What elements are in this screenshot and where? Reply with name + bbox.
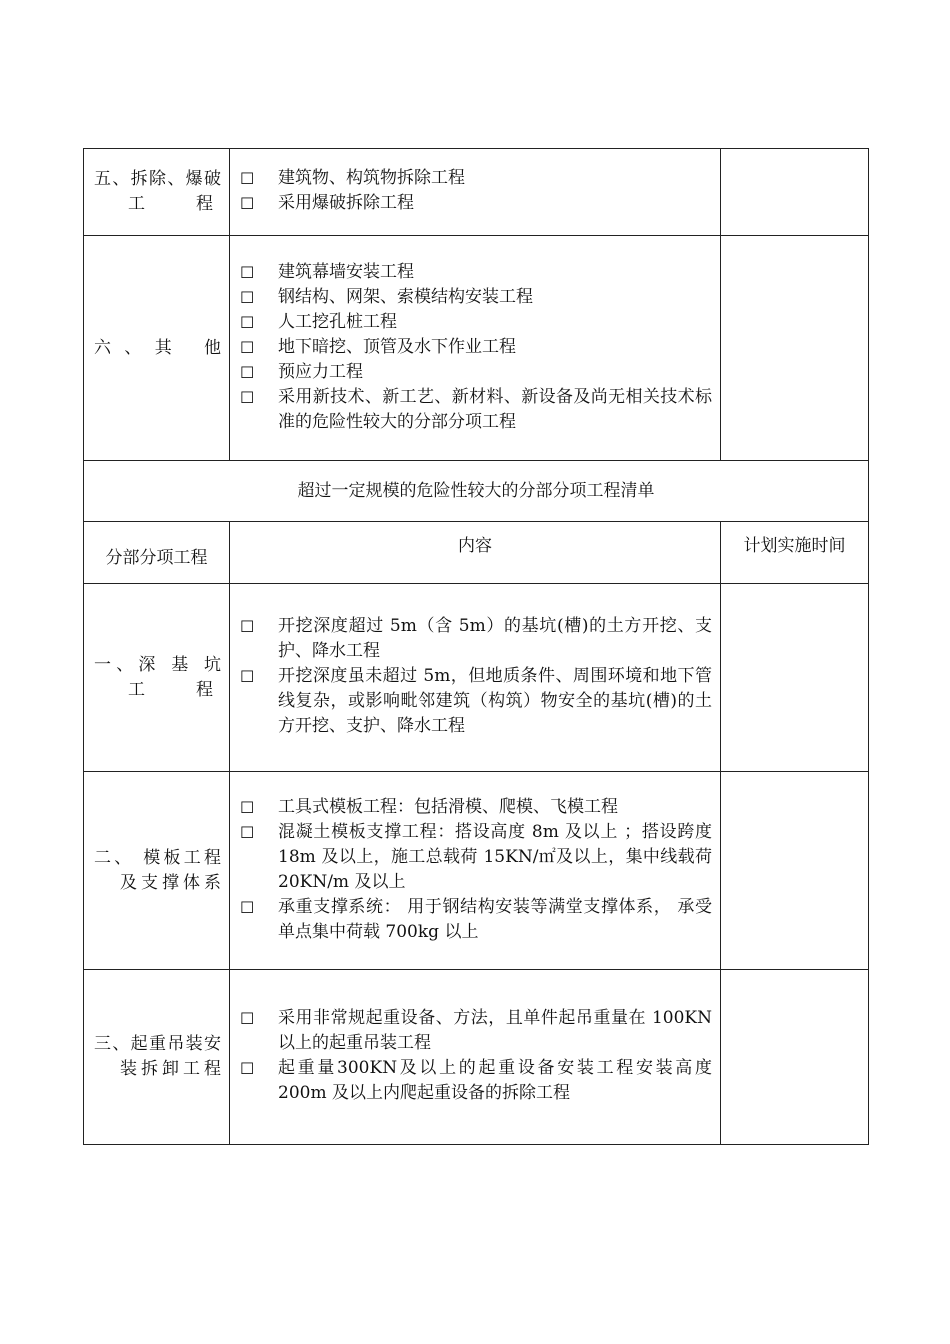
list-item: ☐ 钢结构、网架、索模结构安装工程 <box>240 285 712 310</box>
checkbox-icon[interactable]: ☐ <box>240 194 255 213</box>
checkbox-icon[interactable]: ☐ <box>240 287 255 307</box>
schedule-cell[interactable] <box>721 149 869 236</box>
checkbox-icon[interactable]: ☐ <box>240 387 255 407</box>
list-item: ☐ 混凝土模板支撑工程：搭设高度 8m 及以上 ；搭设跨度 18m 及以上，施工总载荷 15KN/㎡及以上，集中线载荷 20KN/m 及以上 <box>240 821 712 892</box>
schedule-cell[interactable] <box>721 584 869 772</box>
category-label-line2: 工 程 <box>128 194 213 214</box>
category-label: 六、其 他 <box>94 337 221 358</box>
category-label: 五、拆除、爆破 <box>94 169 221 189</box>
content-cell <box>230 149 721 236</box>
category-label-line2: 工 程 <box>128 679 213 700</box>
category-label: 三、起重吊装安 <box>94 1034 221 1054</box>
list-item: ☐ 开挖深度超过 5m（含 5m）的基坑(槽)的土方开挖、支护、降水工程 <box>240 616 712 661</box>
header-category: 分部分项工程 <box>84 522 230 584</box>
category-label: 一、深 基 坑 <box>94 654 221 675</box>
list-item: ☐ 地下暗挖、顶管及水下作业工程 <box>240 335 712 360</box>
table-row <box>84 584 869 772</box>
list-item: ☐ 人工挖孔桩工程 <box>240 310 712 335</box>
header-schedule: 计划实施时间 <box>721 522 869 584</box>
table-row <box>84 461 869 522</box>
category-label: 二、 模板工程 <box>94 847 221 868</box>
checkbox-icon[interactable]: ☐ <box>240 312 255 332</box>
table-row <box>84 149 869 236</box>
table-row <box>84 970 869 1145</box>
category-cell <box>84 584 230 772</box>
list-item: ☐ 建筑幕墙安装工程 <box>240 260 712 285</box>
checkbox-icon[interactable]: ☐ <box>240 797 255 817</box>
checkbox-icon[interactable]: ☐ <box>240 667 255 686</box>
list-item: ☐ 承重支撑系统： 用于钢结构安装等满堂支撑体系， 承受单点集中荷载 700kg 以上 <box>240 896 712 942</box>
checkbox-icon[interactable]: ☐ <box>240 262 255 282</box>
category-cell <box>84 970 230 1145</box>
table-header-row <box>84 522 869 584</box>
category-cell <box>84 772 230 970</box>
content-cell <box>230 236 721 461</box>
list-item: ☐ 开挖深度虽未超过 5m，但地质条件、周围环境和地下管线复杂，或影响毗邻建筑（构筑）物安全的基坑(槽)的土方开挖、支护、降水工程 <box>240 666 712 736</box>
schedule-cell[interactable] <box>721 970 869 1145</box>
list-item: ☐ 起重量300KN及以上的起重设备安装工程安装高度 200m 及以上内爬起重设备的拆除工程 <box>240 1058 712 1103</box>
category-cell <box>84 236 230 461</box>
checkbox-icon[interactable]: ☐ <box>240 1059 255 1078</box>
checkbox-icon[interactable]: ☐ <box>240 362 255 382</box>
checkbox-icon[interactable]: ☐ <box>240 337 255 357</box>
content-cell <box>230 584 721 772</box>
table-row <box>84 772 869 970</box>
checkbox-icon[interactable]: ☐ <box>240 1009 255 1028</box>
list-item: ☐ 工具式模板工程：包括滑模、爬模、飞模工程 <box>240 795 712 820</box>
checkbox-icon[interactable]: ☐ <box>240 822 255 842</box>
schedule-cell[interactable] <box>721 236 869 461</box>
list-item: ☐ 采用新技术、新工艺、新材料、新设备及尚无相关技术标准的危险性较大的分部分项工程 <box>240 386 712 432</box>
list-item: ☐ 采用爆破拆除工程 <box>240 191 712 216</box>
category-label-line2: 装拆卸工程 <box>120 1059 221 1079</box>
checkbox-icon[interactable]: ☐ <box>240 897 255 917</box>
category-cell <box>84 149 230 236</box>
checkbox-icon[interactable]: ☐ <box>240 617 255 636</box>
section-title: 超过一定规模的危险性较大的分部分项工程清单 <box>84 461 869 522</box>
checkbox-icon[interactable]: ☐ <box>240 169 255 188</box>
list-item: ☐ 建筑物、构筑物拆除工程 <box>240 166 712 191</box>
content-cell <box>230 772 721 970</box>
schedule-cell[interactable] <box>721 772 869 970</box>
header-content: 内容 <box>230 522 721 584</box>
content-cell <box>230 970 721 1145</box>
list-item: ☐ 采用非常规起重设备、方法，且单件起吊重量在 100KN以上的起重吊装工程 <box>240 1008 712 1053</box>
list-item: ☐ 预应力工程 <box>240 360 712 385</box>
category-label-line2: 及支撑体系 <box>120 872 221 893</box>
project-list-table <box>83 148 869 1145</box>
table-row <box>84 236 869 461</box>
